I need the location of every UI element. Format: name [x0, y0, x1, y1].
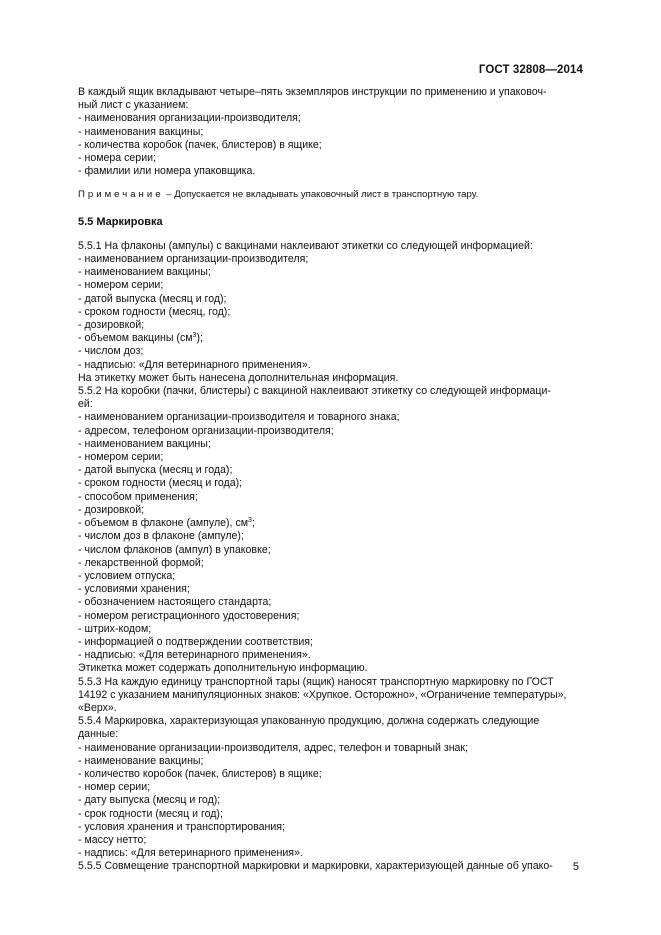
p552-list-item: - числом доз в флаконе (ампуле); — [78, 530, 244, 543]
p551-extra: На этикетку может быть нанесена дополнительная информация. — [78, 371, 399, 384]
p552-list-item: - числом флаконов (ампул) в упаковке; — [78, 543, 271, 556]
p554-line-1: 5.5.4 Маркировка, характеризующая упакованную продукцию, должна содержать следующие — [78, 715, 540, 728]
p552-list-item: - способом применения; — [78, 490, 198, 503]
note — [78, 188, 583, 201]
p552-list-item: - информацией о подтверждении соответствия; — [78, 635, 313, 648]
p552-list-item: - штрих-кодом; — [78, 622, 152, 635]
p552-list-item: - условием отпуска; — [78, 569, 176, 582]
intro-line-2: ный лист с указанием: — [78, 99, 189, 112]
p552-list-item: - надписью: «Для ветеринарного применения». — [78, 649, 311, 662]
p552-lead-1: 5.5.2 На коробки (пачки, блистеры) с вакциной наклеивают этикетку со следующей информаци- — [78, 385, 551, 398]
p552-list-item: - дозировкой; — [78, 503, 145, 516]
p551-volume-text: - объемом вакцины (см — [78, 332, 193, 345]
intro-list-item: - наименования вакцины; — [78, 125, 204, 138]
p552-list-item: - датой выпуска (месяц и года); — [78, 464, 233, 477]
intro-list-item: - наименования организации-производителя; — [78, 112, 301, 125]
p552-list-item: - лекарственной формой; — [78, 556, 204, 569]
p555-line-1: 5.5.5 Совмещение транспортной маркировки и маркировки, характеризующей данные об упако- — [78, 860, 553, 873]
p553-line-3: «Верх». — [78, 701, 117, 714]
p553-line-1: 5.5.3 На каждую единицу транспортной тары (ящик) наносят транспортную маркировку по ГОСТ — [78, 675, 554, 688]
p552-list-a — [78, 411, 583, 517]
p554-list — [78, 742, 583, 861]
p552-list-item: - обозначением настоящего стандарта; — [78, 596, 272, 609]
p554-list-item: - наименование вакцины; — [78, 754, 204, 767]
p552-volume-text: - объемом в флаконе (ампуле), см — [78, 517, 249, 530]
p551-volume-tail: ); — [196, 332, 203, 345]
p554-list-item: - надпись: «Для ветеринарного применения». — [78, 847, 303, 860]
p552-list-item: - номером регистрационного удостоверения; — [78, 609, 300, 622]
intro-list-item: - номера серии; — [78, 152, 156, 165]
page-content — [78, 86, 583, 874]
p551-volume-item — [78, 332, 583, 345]
p554-list-item: - условия хранения и транспортирования; — [78, 820, 285, 833]
p551-list-item: - наименованием вакцины; — [78, 266, 211, 279]
p552-lead-2: ей: — [78, 398, 93, 411]
p552-list-b — [78, 530, 583, 662]
p552-list-item: - сроком годности (месяц и года); — [78, 477, 243, 490]
p551-list-item: - наименованием организации-производителя; — [78, 253, 309, 266]
p554-list-item: - срок годности (месяц и год); — [78, 807, 223, 820]
p551-list-item: - сроком годности (месяц, год); — [78, 305, 231, 318]
p551-list-item: - датой выпуска (месяц и год); — [78, 292, 227, 305]
standard-code-header: ГОСТ 32808—2014 — [478, 64, 583, 76]
p553-line-2: 14192 с указанием манипуляционных знаков: «Хрупкое. Осторожно», «Ограничение температуры», — [78, 688, 567, 701]
p552-list-item: - наименованием вакцины; — [78, 437, 211, 450]
p552-extra: Этикетка может содержать дополнительную информацию. — [78, 662, 368, 675]
section-title: 5.5 Маркировка — [78, 215, 163, 228]
p554-list-item: - массу нетто; — [78, 833, 147, 846]
p552-list-item: - адресом, телефоном организации-производителя; — [78, 424, 334, 437]
intro-line-1: В каждый ящик вкладывают четыре–пять экземпляров инструкции по применению и упаковоч- — [78, 86, 547, 98]
intro-list-item: - фамилии или номера упаковщика. — [78, 165, 256, 178]
p552-volume-item — [78, 517, 583, 530]
p552-volume-tail: ; — [251, 517, 255, 530]
p552-list-item: - номером серии; — [78, 451, 164, 464]
p551-list-item: - надписью: «Для ветеринарного применения». — [78, 358, 311, 371]
intro-list-item: - количества коробок (пачек, блистеров) в ящике; — [78, 138, 322, 151]
p551-list-item: - числом доз; — [78, 345, 144, 358]
intro-list — [78, 112, 583, 178]
p552-list-item: - наименованием организации-производителя и товарного знака; — [78, 411, 400, 424]
p551-list-a — [78, 253, 583, 332]
p554-list-item: - наименование организации-производителя, адрес, телефон и товарный знак; — [78, 741, 469, 754]
note-label: Примечание — [78, 189, 164, 201]
p552-volume-sup: 3 — [248, 517, 252, 525]
p554-list-item: - дату выпуска (месяц и год); — [78, 794, 221, 807]
note-text: – Допускается не вкладывать упаковочный лист в транспортную тару. — [163, 189, 479, 201]
p551-lead: 5.5.1 На флаконы (ампулы) с вакцинами наклеивают этикетки со следующей информацией: — [78, 239, 533, 252]
p554-list-item: - номер серии; — [78, 781, 151, 794]
p551-list-b — [78, 345, 583, 371]
p551-list-item: - номером серии; — [78, 279, 164, 292]
p552-list-item: - условиями хранения; — [78, 583, 190, 596]
page-number: 5 — [572, 861, 579, 873]
p554-line-2: данные: — [78, 728, 119, 741]
p554-list-item: - количество коробок (пачек, блистеров) в ящике; — [78, 767, 322, 780]
p551-volume-sup: 3 — [192, 332, 197, 340]
p551-list-item: - дозировкой; — [78, 319, 145, 332]
